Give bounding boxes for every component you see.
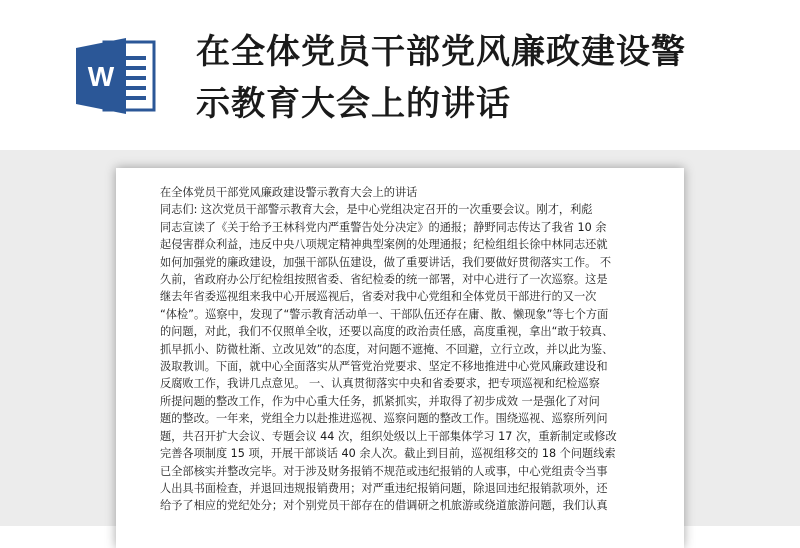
svg-text:W: W — [87, 61, 115, 92]
document-line: 起侵害群众利益，违反中央八项规定精神典型案例的处理通报；纪检组组长徐中林同志还就 — [160, 238, 608, 252]
document-line: 同志们: 这次党员干部警示教育大会，是中心党组决定召开的一次重要会议。刚才，利彪 — [160, 203, 593, 217]
page-title-line-1: 在全体党员干部党风廉政建设警 — [196, 32, 686, 72]
document-line: 已全部核实并整改完毕。对于涉及财务报销不规范或违纪报销的人或事，中心党组责令当事 — [160, 464, 608, 478]
document-line: 如何加强党的廉政建设，加强干部队伍建设，做了重要讲话，我们要做好贯彻落实工作。 不 — [160, 255, 612, 269]
document-line: 反腐败工作，我讲几点意见。 一、认真贯彻落实中央和省委要求，把专项巡视和纪检巡察 — [160, 377, 600, 391]
document-line: 汲取教训。下面，就中心全面落实从严管党治党要求、坚定不移地推进中心党风廉政建设和 — [160, 360, 608, 374]
document-line: 人出具书面检查，并退回违规报销费用；对严重违纪报销问题，除退回违纪报销款项外，还 — [160, 481, 608, 495]
document-line: 继去年省委巡视组来我中心开展巡视后，省委对我中心党组和全体党员干部进行的又一次 — [160, 290, 597, 304]
document-body — [160, 184, 640, 515]
document-page[interactable] — [116, 168, 684, 548]
page-title — [196, 26, 756, 130]
document-line: 题的整改。一年来，党组全力以赴推进巡视、巡察问题的整改工作。围绕巡视、巡察所列问 — [160, 412, 608, 426]
document-line: 的问题，对此，我们不仅照单全收，还要以高度的政治责任感，高度重视，拿出“敢于较真、 — [160, 325, 614, 339]
document-line: 题，共召开扩大会议、专题会议 44 次，组织处级以上干部集体学习 17 次，重新制定或修改 — [160, 429, 617, 443]
document-line: “体检”。巡察中，发现了“警示教育活动单一、干部队伍还存在庸、散、懒现象”等七个方面 — [160, 307, 609, 321]
document-line: 在全体党员干部党风廉政建设警示教育大会上的讲话 — [160, 186, 418, 199]
document-line: 给予了相应的党纪处分；对个别党员干部存在的借调研之机旅游或绕道旅游问题，我们认真 — [160, 499, 608, 513]
document-line: 所提问题的整改工作，作为中心重大任务，抓紧抓实，并取得了初步成效 一是强化了对问 — [160, 394, 600, 408]
document-line: 完善各项制度 15 项，开展干部谈话 40 余人次。截止到目前，巡视组移交的 18 个问题线索 — [160, 447, 616, 461]
document-line: 同志宣读了《关于给予王林科党内严重警告处分决定》的通报；静野同志传达了我省 10 余 — [160, 220, 607, 234]
page-title-line-2: 示教育大会上的讲话 — [196, 84, 511, 124]
document-line: 抓早抓小、防微杜渐、立改见效”的态度，对问题不遮掩、不回避，立行立改，并以此为鉴、 — [160, 342, 614, 356]
word-document-icon — [74, 36, 164, 116]
document-line: 久前，省政府办公厅纪检组按照省委、省纪检委的统一部署，对中心进行了一次巡察。这是 — [160, 273, 608, 287]
